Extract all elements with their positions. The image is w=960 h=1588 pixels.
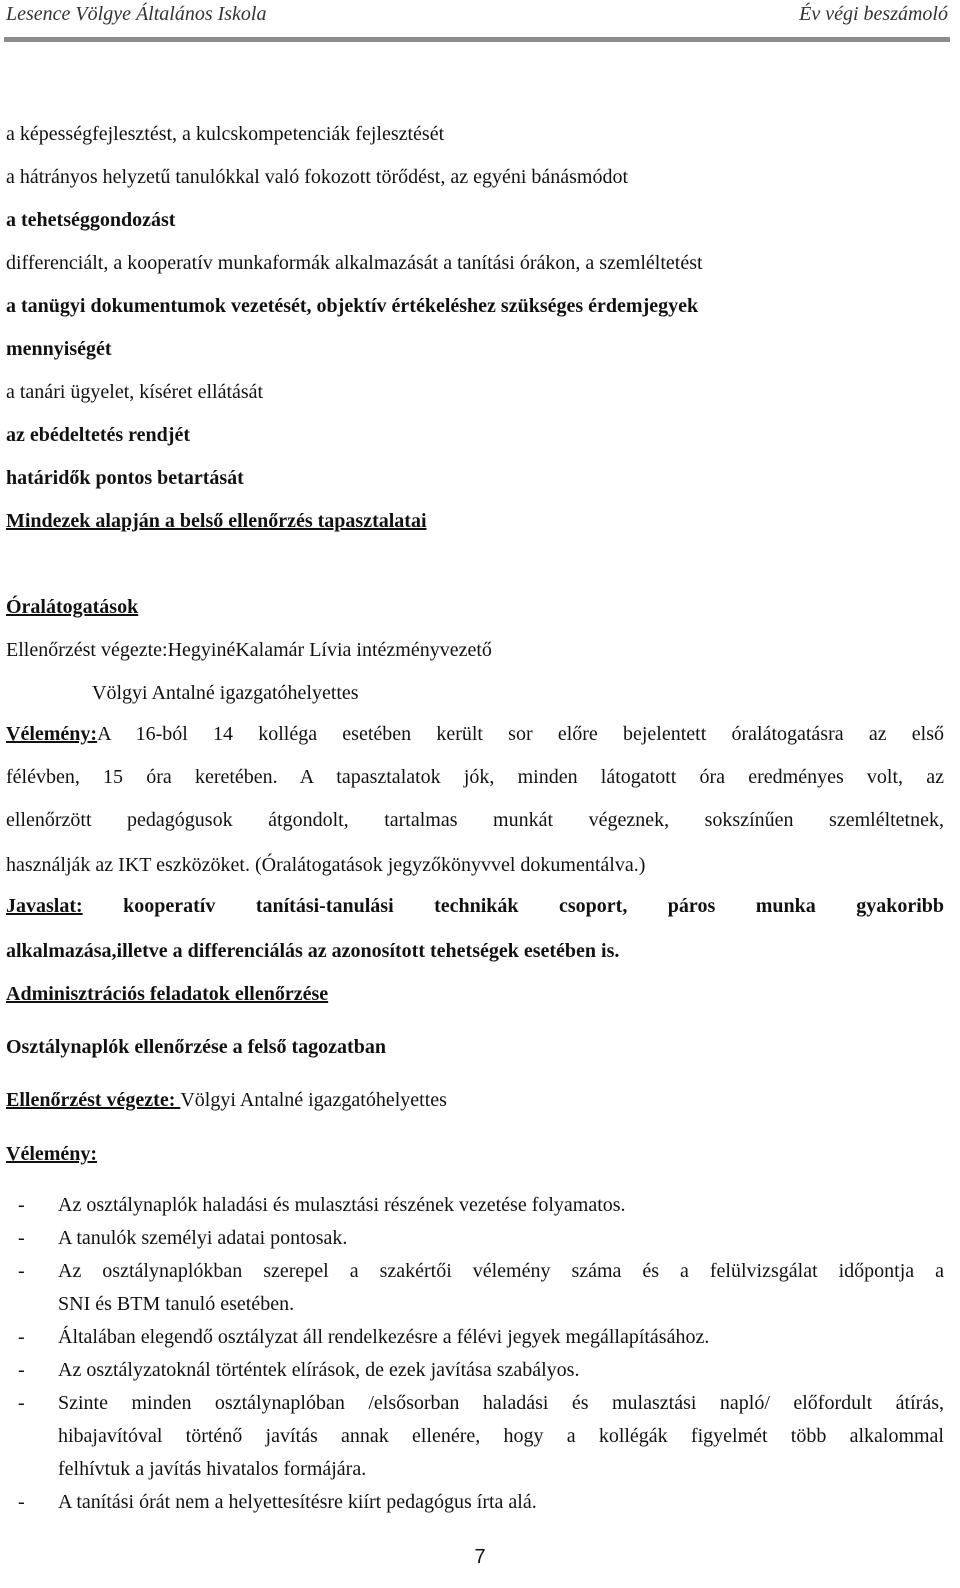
visits-checked-by-name: HegyinéKalamár Lívia intézményvezető — [167, 639, 492, 661]
bullet-3-line-2: SNI és BTM tanuló esetében. — [58, 1293, 295, 1315]
intro-line-7: a tanári ügyelet, kíséret ellátását — [6, 381, 264, 403]
admin-checked-by — [6, 1087, 447, 1113]
bullet-6-line-2: hibajavítóval történő javítás annak ellenére, hogy a kollégák figyelmét több alkalommal — [58, 1425, 944, 1447]
visits-opinion-line-4: használják az IKT eszközöket. (Óralátogatások jegyzőkönyvvel dokumentálva.) — [6, 854, 646, 876]
visits-opinion-line-1 — [6, 723, 944, 746]
bullet-marker: - — [18, 1194, 25, 1216]
bullet-marker: - — [18, 1260, 25, 1282]
summary-heading: Mindezek alapján a belső ellenőrzés tapasztalatai — [6, 510, 427, 532]
bullet-2-line-1: A tanulók személyi adatai pontosak. — [58, 1227, 348, 1249]
bullet-1-line-1: Az osztálynaplók haladási és mulasztási részének vezetése folyamatos. — [58, 1194, 626, 1216]
visits-opinion-text-1: A 16-ból 14 kolléga esetében került sor előre bejelentett óralátogatásra az első — [97, 723, 944, 745]
visits-suggestion-line-2: alkalmazása,illetve a differenciálás az azonosított tehetségek esetében is. — [6, 940, 620, 962]
header-rule — [4, 37, 950, 42]
bullet-marker: - — [18, 1326, 25, 1348]
visits-checked-by-label: Ellenőrzést végezte: — [6, 639, 168, 661]
visits-opinion-label: Vélemény: — [6, 723, 98, 745]
admin-checked-by-name: Völgyi Antalné igazgatóhelyettes — [180, 1089, 447, 1111]
bullet-5-line-1: Az osztályzatoknál történtek elírások, de ezek javítása szabályos. — [58, 1359, 580, 1381]
page-header — [0, 0, 960, 44]
intro-line-1: a képességfejlesztést, a kulcskompetenciák fejlesztését — [6, 123, 445, 145]
admin-checked-by-label: Ellenőrzést végezte: — [6, 1089, 181, 1111]
admin-heading: Adminisztrációs feladatok ellenőrzése — [6, 983, 329, 1005]
bullet-6-line-1: Szinte minden osztálynaplóban /elsősorban haladási és mulasztási napló/ előfordult átírás, — [58, 1392, 944, 1414]
intro-line-9: határidők pontos betartását — [6, 467, 244, 489]
bullet-4-line-1: Általában elegendő osztályzat áll rendelkezésre a félévi jegyek megállapításához. — [58, 1326, 710, 1348]
admin-subheading: Osztálynaplók ellenőrzése a felső tagozatban — [6, 1036, 386, 1058]
page-number: 7 — [474, 1546, 486, 1568]
bullet-3-line-1: Az osztálynaplókban szerepel a szakértői vélemény száma és a felülvizsgálat időpontja a — [58, 1260, 944, 1282]
header-report-title: Év végi beszámoló — [799, 3, 948, 25]
visits-suggestion-label: Javaslat: — [6, 895, 83, 917]
visits-opinion-line-2: félévben, 15 óra keretében. A tapasztalatok jók, minden látogatott óra eredményes volt, az — [6, 766, 944, 788]
bullet-6-line-3: felhívtuk a javítás hivatalos formájára. — [58, 1458, 367, 1480]
intro-line-4: differenciált, a kooperatív munkaformák alkalmazását a tanítási órákon, a szemléltetést — [6, 252, 703, 274]
header-school-name: Lesence Völgye Általános Iskola — [6, 3, 267, 25]
visits-suggestion-line-1 — [6, 895, 944, 918]
bullet-marker: - — [18, 1227, 25, 1249]
visits-suggestion-text-1: kooperatív tanítási-tanulási technikák csoport, páros munka gyakoribb — [82, 895, 944, 917]
visits-heading: Óralátogatások — [6, 596, 139, 618]
intro-line-6: mennyiségét — [6, 338, 112, 360]
admin-opinion-label: Vélemény: — [6, 1143, 98, 1165]
intro-line-2: a hátrányos helyzetű tanulókkal való fokozott törődést, az egyéni bánásmódot — [6, 166, 629, 188]
visits-second-person: Völgyi Antalné igazgatóhelyettes — [92, 682, 359, 704]
intro-line-3: a tehetséggondozást — [6, 209, 176, 231]
bullet-marker: - — [18, 1359, 25, 1381]
bullet-7-line-1: A tanítási órát nem a helyettesítésre kiírt pedagógus írta alá. — [58, 1491, 537, 1513]
intro-line-8: az ebédeltetés rendjét — [6, 424, 191, 446]
bullet-marker: - — [18, 1392, 25, 1414]
visits-opinion-line-3: ellenőrzött pedagógusok átgondolt, tartalmas munkát végeznek, sokszínűen szemléltetnek, — [6, 809, 944, 831]
visits-checked-by — [6, 637, 492, 663]
bullet-marker: - — [18, 1491, 25, 1513]
intro-line-5: a tanügyi dokumentumok vezetését, objektív értékeléshez szükséges érdemjegyek — [6, 295, 699, 317]
